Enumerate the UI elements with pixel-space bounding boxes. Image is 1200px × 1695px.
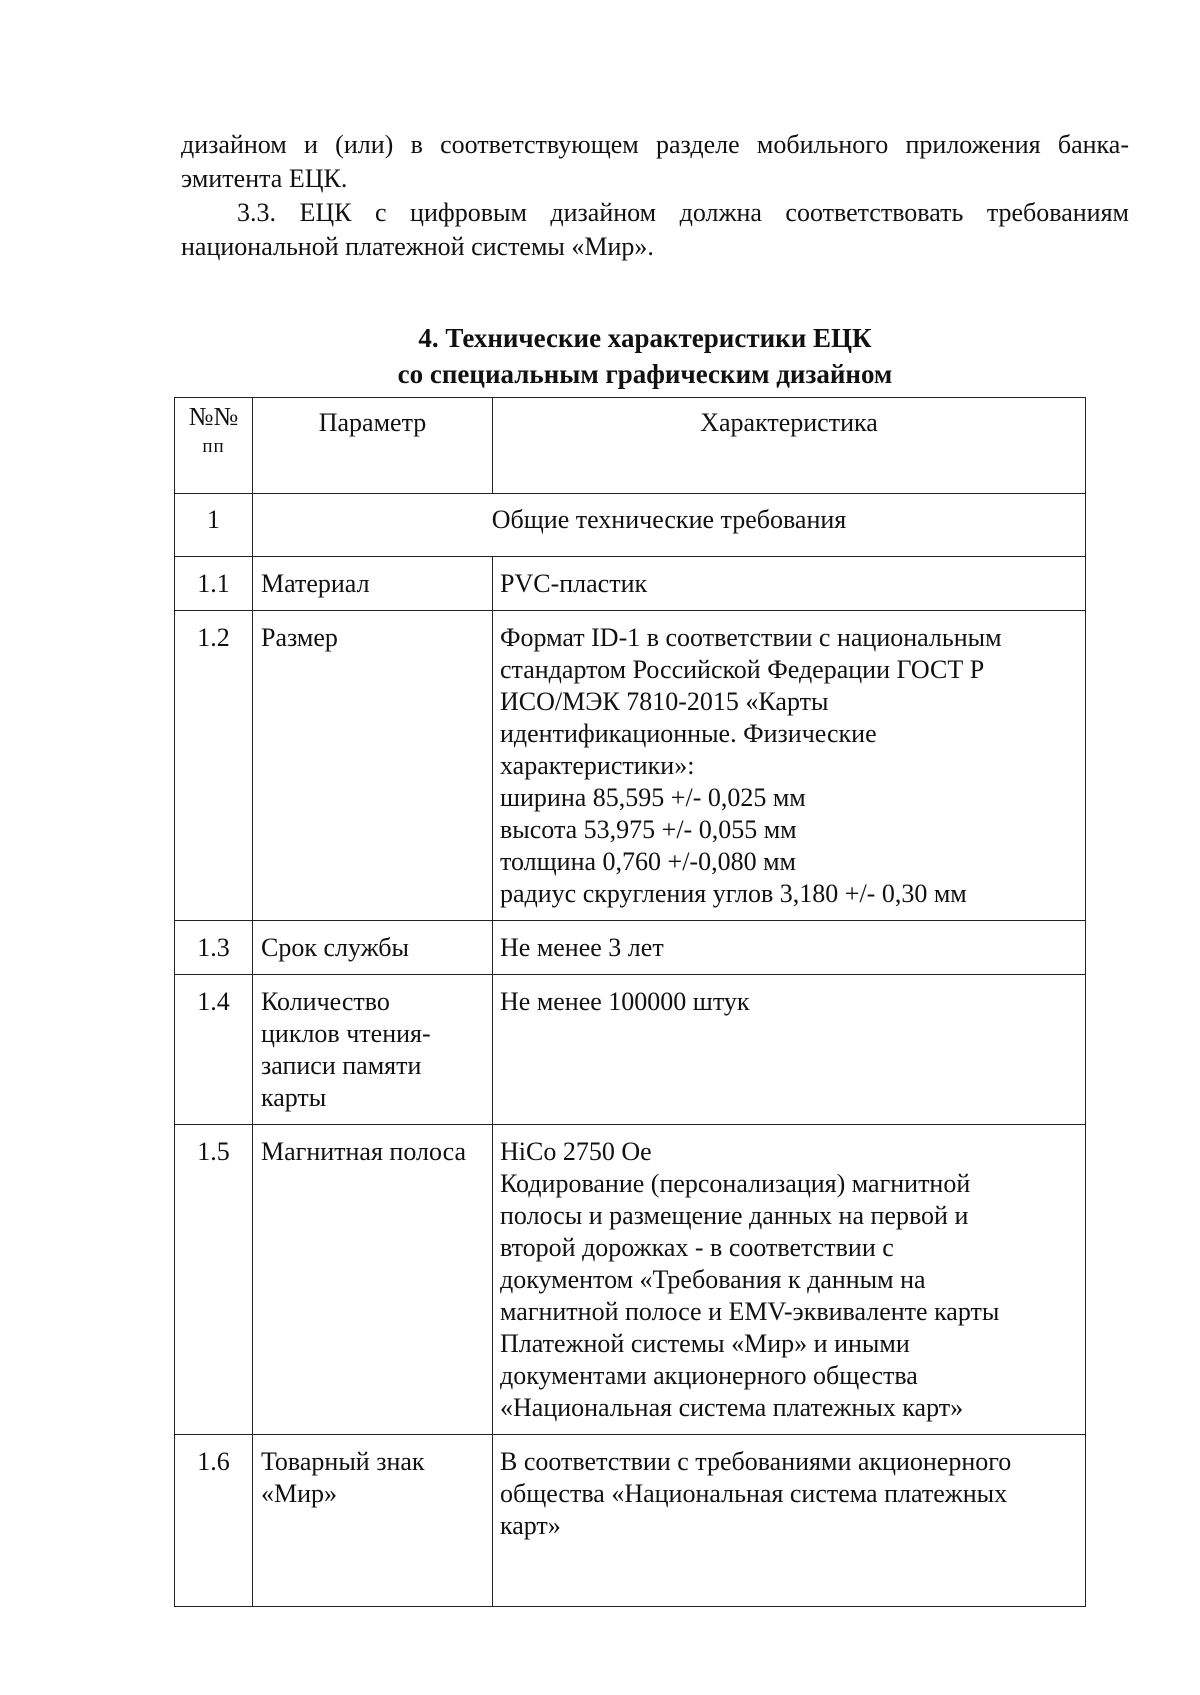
row-parameter — [253, 1435, 493, 1607]
section-heading-line-1: 4. Технические характеристики ЕЦК — [418, 323, 872, 353]
table-row — [175, 1125, 1086, 1435]
characteristic-line: Платежной системы «Мир» и иными — [500, 1329, 910, 1358]
table-group-row — [175, 494, 1086, 557]
characteristic-line: Кодирование (персонализация) магнитной — [500, 1169, 971, 1198]
intro-paragraph-1: дизайном и (или) в соответствующем разделе мобильного приложения банка-эмитента ЕЦК. — [181, 130, 1129, 193]
characteristic-line: Не менее 3 лет — [500, 933, 664, 962]
characteristic-line: толщина 0,760 +/-0,080 мм — [500, 847, 796, 876]
characteristic-line: характеристики»: — [500, 751, 695, 780]
characteristic-line: общества «Национальная система платежных — [500, 1479, 1008, 1508]
parameter-line: «Мир» — [261, 1479, 338, 1508]
spec-table — [174, 397, 1086, 1607]
row-parameter — [253, 975, 493, 1125]
table-header-row — [175, 398, 1086, 494]
table-row — [175, 557, 1086, 611]
section-heading — [170, 320, 1120, 392]
characteristic-line: полосы и размещение данных на первой и — [500, 1201, 969, 1230]
characteristic-line: радиус скругления углов 3,180 +/- 0,30 мм — [500, 879, 967, 908]
intro-paragraph-2: 3.3. ЕЦК с цифровым дизайном должна соответствовать требованиям национальной платежной системы «Мир». — [181, 198, 1129, 261]
parameter-line: Срок службы — [261, 933, 409, 962]
parameter-line: Размер — [261, 623, 338, 652]
parameter-line: записи памяти — [261, 1051, 422, 1080]
table-row — [175, 921, 1086, 975]
parameter-line: Товарный знак — [261, 1447, 425, 1476]
section-heading-line-2: со специальным графическим дизайном — [397, 359, 893, 389]
intro-text — [181, 128, 1129, 264]
row-num: 1.3 — [175, 921, 253, 975]
table-row — [175, 611, 1086, 921]
header-parameter: Параметр — [253, 398, 493, 494]
header-characteristic: Характеристика — [493, 398, 1086, 494]
parameter-line: Магнитная полоса — [261, 1137, 467, 1166]
characteristic-line: стандартом Российской Федерации ГОСТ Р — [500, 655, 985, 684]
characteristic-line: ИСО/МЭК 7810-2015 «Карты — [500, 687, 829, 716]
characteristic-line: ширина 85,595 +/- 0,025 мм — [500, 783, 806, 812]
parameter-line: циклов чтения- — [261, 1019, 431, 1048]
group-num: 1 — [175, 494, 253, 557]
row-parameter — [253, 1125, 493, 1435]
row-num: 1.5 — [175, 1125, 253, 1435]
row-characteristic — [493, 1435, 1086, 1607]
characteristic-line: документом «Требования к данным на — [500, 1265, 926, 1294]
characteristic-line: HiCo 2750 Oe — [500, 1137, 652, 1166]
header-num-line-2: пп — [202, 436, 225, 457]
row-num: 1.2 — [175, 611, 253, 921]
characteristic-line: В соответствии с требованиями акционерного — [500, 1447, 1012, 1476]
characteristic-line: Не менее 100000 штук — [500, 987, 750, 1016]
characteristic-line: PVC-пластик — [500, 569, 648, 598]
row-parameter — [253, 557, 493, 611]
table-row — [175, 1435, 1086, 1607]
header-num — [175, 398, 253, 494]
row-parameter — [253, 611, 493, 921]
characteristic-line: второй дорожках - в соответствии с — [500, 1233, 894, 1262]
characteristic-line: магнитной полосе и EMV-эквиваленте карты — [500, 1297, 1000, 1326]
characteristic-line: «Национальная система платежных карт» — [500, 1393, 964, 1422]
group-title: Общие технические требования — [253, 494, 1086, 557]
parameter-line: Количество — [261, 987, 390, 1016]
parameter-line: Материал — [261, 569, 370, 598]
row-characteristic — [493, 611, 1086, 921]
row-num: 1.4 — [175, 975, 253, 1125]
characteristic-line: идентификационные. Физические — [500, 719, 877, 748]
characteristic-line: высота 53,975 +/- 0,055 мм — [500, 815, 797, 844]
characteristic-line: документами акционерного общества — [500, 1361, 918, 1390]
header-num-line-1: №№ — [188, 402, 239, 431]
row-characteristic — [493, 557, 1086, 611]
row-num: 1.1 — [175, 557, 253, 611]
row-num: 1.6 — [175, 1435, 253, 1607]
row-characteristic — [493, 1125, 1086, 1435]
characteristic-line: Формат ID-1 в соответствии с национальным — [500, 623, 1002, 652]
row-characteristic — [493, 975, 1086, 1125]
row-characteristic — [493, 921, 1086, 975]
characteristic-line: карт» — [500, 1511, 561, 1540]
table-row — [175, 975, 1086, 1125]
row-parameter — [253, 921, 493, 975]
parameter-line: карты — [261, 1083, 327, 1112]
